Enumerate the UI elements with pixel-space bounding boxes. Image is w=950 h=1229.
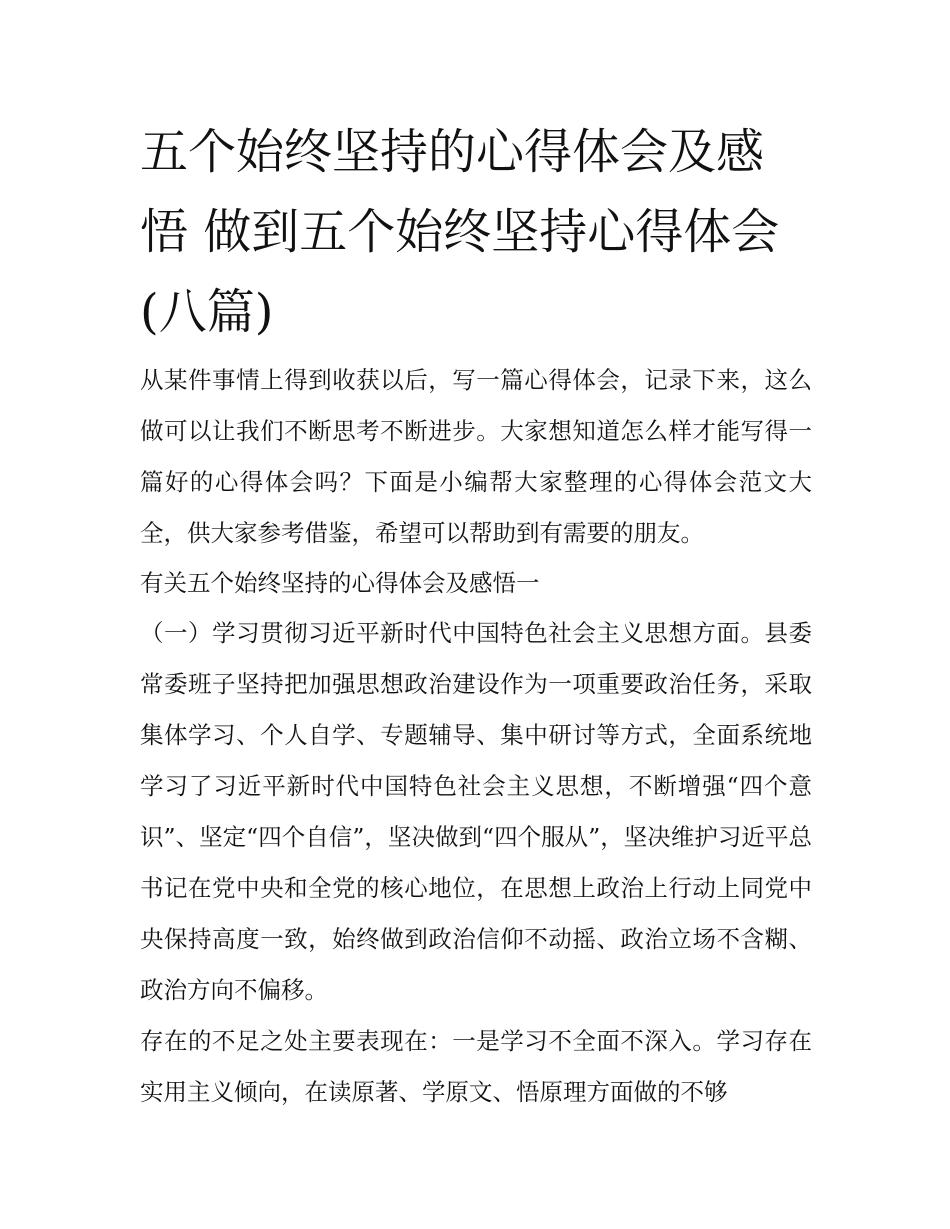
document-title [140,112,812,352]
document-body [140,355,812,1118]
body-paragraph-2: 存在的不足之处主要表现在：一是学习不全面不深入。学习存在实用主义倾向，在读原著、学原文、悟原理方面做的不够 [140,1027,812,1106]
section-heading: 有关五个始终坚持的心得体会及感悟一 [140,569,540,597]
title-line-1: 五个始终坚持的心得体会及感 [140,124,765,180]
title-line-3: (八篇) [140,284,274,340]
title-line-2: 悟 做到五个始终坚持心得体会 [140,204,780,260]
intro-paragraph: 从某件事情上得到收获以后，写一篇心得体会，记录下来，这么做可以让我们不断思考不断进步。大家想知道怎么样才能写得一篇好的心得体会吗？下面是小编帮大家整理的心得体会范文大全，供大家参考借鉴，希望可以帮助到有需要的朋友。 [140,366,812,547]
body-paragraph-1: （一）学习贯彻习近平新时代中国特色社会主义思想方面。县委常委班子坚持把加强思想政治建设作为一项重要政治任务，采取集体学习、个人自学、专题辅导、集中研讨等方式，全面系统地学习了习近平新时代中国特色社会主义思想，不断增强“四个意识”、坚定“四个自信”，坚决做到“四个服从”，坚决维护习近平总书记在党中央和全党的核心地位，在思想上政治上行动上同党中央保持高度一致，始终做到政治信仰不动摇、政治立场不含糊、政治方向不偏移。 [140,619,812,1004]
